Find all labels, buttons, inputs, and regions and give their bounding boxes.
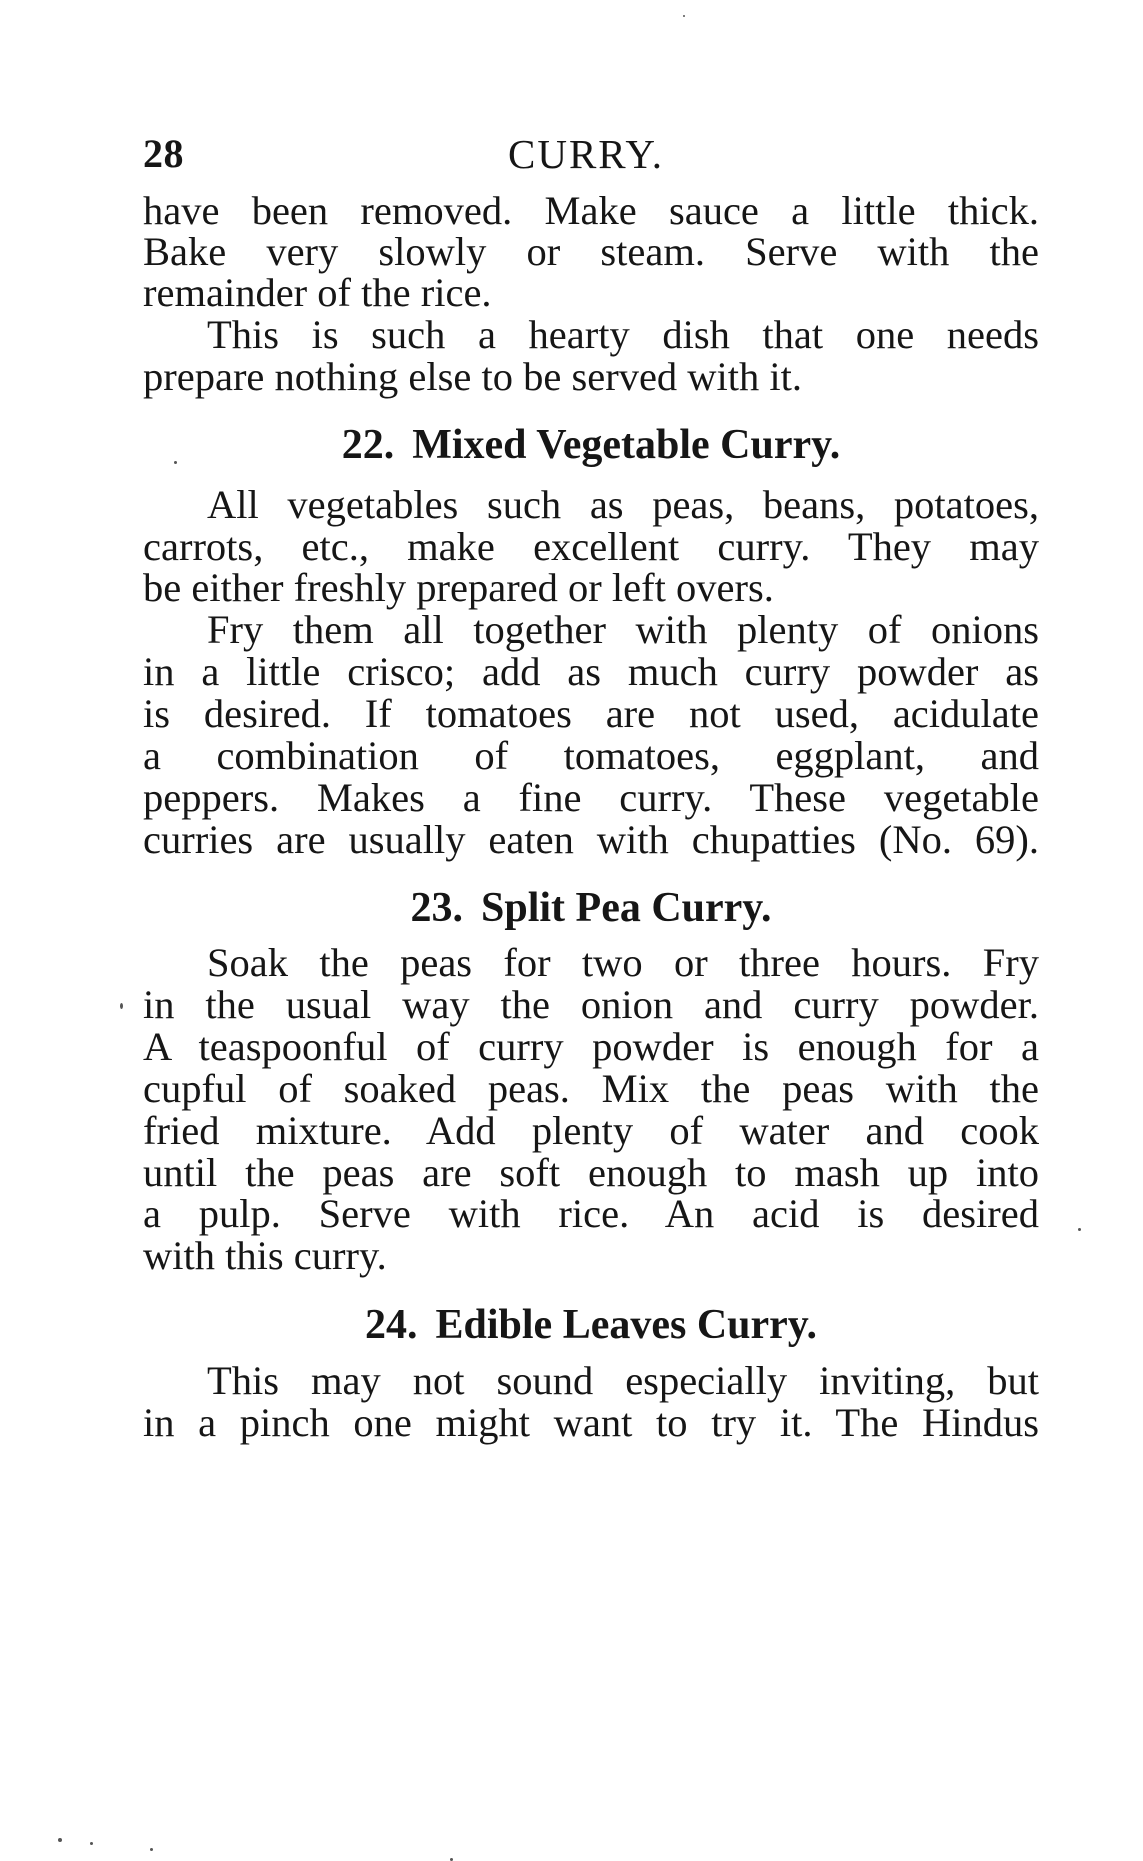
text-line: with this curry.	[143, 1233, 387, 1278]
text-line: have been removed. Make sauce a little thick.	[143, 188, 1039, 233]
text-line: curries are usually eaten with chupatties (No. 69).	[143, 817, 1039, 862]
recipe-title: Mixed Vegetable Curry.	[412, 422, 841, 468]
page-number: 28	[143, 131, 184, 176]
text-line: Soak the peas for two or three hours. Fry	[207, 940, 1039, 985]
scan-speck	[150, 1848, 153, 1851]
recipe-number: 23.	[410, 885, 463, 931]
scan-speck	[90, 1842, 93, 1845]
text-line: remainder of the rice.	[143, 270, 492, 315]
recipe-number: 22.	[341, 422, 395, 468]
scan-speck	[58, 1838, 62, 1842]
text-line: peppers. Makes a fine curry. These vegetable	[143, 775, 1039, 820]
text-line: is desired. If tomatoes are not used, acidulate	[143, 691, 1039, 736]
running-title: CURRY.	[508, 131, 664, 177]
recipe-number: 24.	[364, 1302, 418, 1348]
text-line: This is such a hearty dish that one needs	[207, 312, 1039, 357]
scan-speck	[1078, 1228, 1081, 1231]
recipe-heading	[143, 883, 1039, 933]
text-line: Bake very slowly or steam. Serve with the	[143, 229, 1039, 274]
recipe-heading	[143, 1300, 1039, 1350]
text-line: Fry them all together with plenty of onions	[207, 607, 1039, 652]
scan-speck	[120, 1003, 123, 1009]
text-line: A teaspoonful of curry powder is enough for a	[143, 1024, 1039, 1069]
recipe-title: Edible Leaves Curry.	[435, 1302, 817, 1348]
scan-speck	[683, 15, 685, 17]
text-line: All vegetables such as peas, beans, potatoes,	[207, 482, 1039, 527]
scan-speck	[174, 461, 177, 464]
recipe-title: Split Pea Curry.	[481, 885, 772, 931]
text-line: a pulp. Serve with rice. An acid is desired	[143, 1191, 1039, 1236]
recipe-heading	[143, 420, 1039, 470]
text-line: cupful of soaked peas. Mix the peas with the	[143, 1066, 1039, 1111]
text-line: This may not sound especially inviting, but	[207, 1358, 1039, 1403]
text-line: in the usual way the onion and curry powder.	[143, 982, 1039, 1027]
text-line: fried mixture. Add plenty of water and cook	[143, 1108, 1039, 1153]
text-line: carrots, etc., make excellent curry. They may	[143, 524, 1039, 569]
text-line: in a pinch one might want to try it. The Hindus	[143, 1400, 1039, 1445]
text-line: a combination of tomatoes, eggplant, and	[143, 733, 1039, 778]
text-line: be either freshly prepared or left overs.	[143, 565, 774, 610]
text-line: in a little crisco; add as much curry powder as	[143, 649, 1039, 694]
text-line: until the peas are soft enough to mash up into	[143, 1150, 1039, 1195]
page-header	[143, 130, 1143, 190]
text-line: prepare nothing else to be served with it.	[143, 354, 803, 399]
